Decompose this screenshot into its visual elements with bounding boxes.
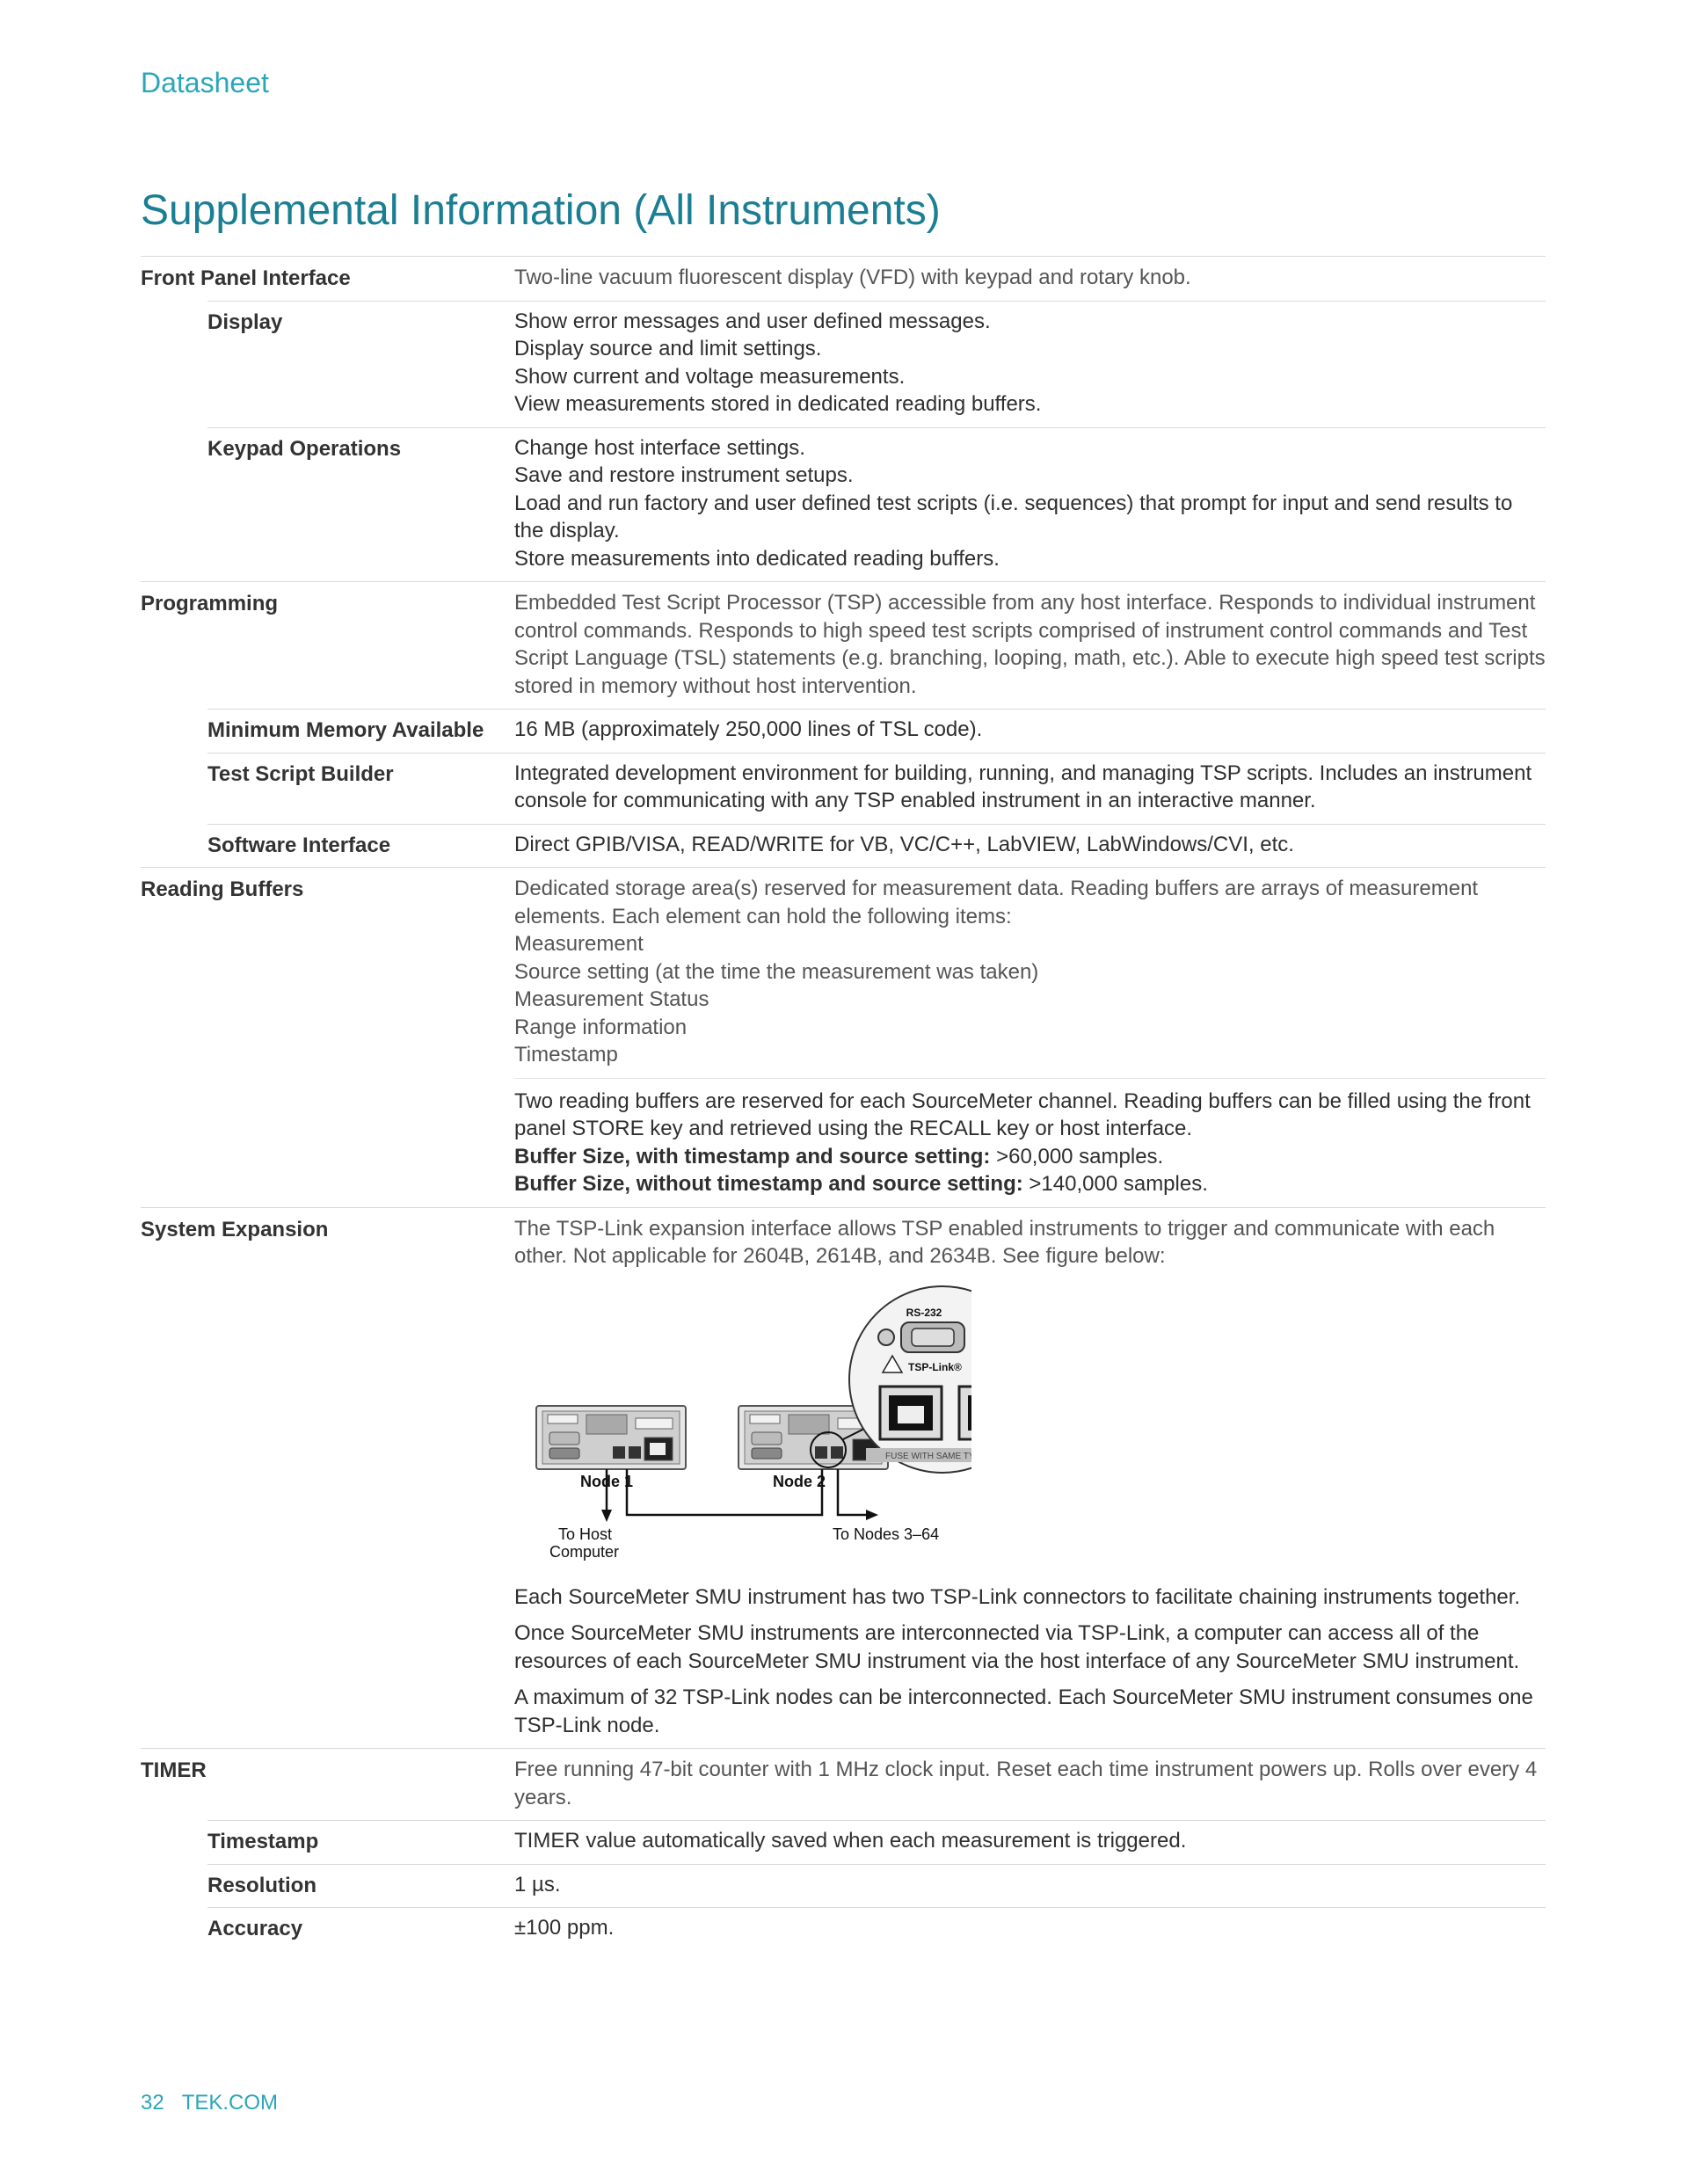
spec-label: TIMER: [141, 1758, 207, 1782]
header-label: Datasheet: [141, 67, 269, 98]
spec-row-reading-buffers: [141, 867, 1546, 1207]
page-title: Supplemental Information (All Instruments): [141, 187, 941, 234]
value-line: Store measurements into dedicated reading buffers.: [514, 546, 1000, 571]
spec-value: Direct GPIB/VISA, READ/WRITE for VB, VC/C++, LabVIEW, LabWindows/CVI, etc.: [514, 832, 1294, 856]
spec-value: ±100 ppm.: [514, 1916, 615, 1940]
value-line: Load and run factory and user defined test scripts (i.e. sequences) that prompt for input and send results to the display.: [514, 491, 1513, 542]
value-line: A maximum of 32 TSP-Link nodes can be interconnected. Each SourceMeter SMU instrument consumes one TSP-Link node.: [514, 1685, 1533, 1737]
value-line: Show current and voltage measurements.: [514, 364, 906, 389]
spec-table: [141, 256, 1546, 1951]
to-host-label: To Host: [558, 1525, 613, 1543]
spec-label: Programming: [141, 592, 279, 615]
spec-label: Test Script Builder: [207, 761, 394, 786]
list-item: Source setting (at the time the measurement was taken): [514, 959, 1039, 984]
node-1-instrument: [536, 1406, 686, 1469]
value-line: View measurements stored in dedicated reading buffers.: [514, 392, 1042, 416]
spec-label: Display: [207, 309, 283, 334]
value-line: Display source and limit settings.: [514, 337, 822, 360]
spec-label: Software Interface: [207, 833, 391, 857]
spec-value: Two-line vacuum fluorescent display (VFD) with keypad and rotary knob.: [514, 266, 1191, 289]
spec-row-software-interface: [141, 824, 1546, 868]
spec-label: Accuracy: [207, 1917, 303, 1940]
buffer-size-line: [514, 1143, 1546, 1171]
value-line: Change host interface settings.: [514, 435, 805, 460]
tsplink-label: TSP-Link®: [908, 1360, 962, 1373]
spec-label: Reading Buffers: [141, 877, 304, 901]
spec-label: Minimum Memory Available: [207, 718, 484, 742]
tsp-link-figure: [514, 1283, 971, 1573]
value-line: Save and restore instrument setups.: [514, 463, 854, 487]
value-line: Dedicated storage area(s) reserved for measurement data. Reading buffers are arrays of measurement elements. Each element can hold the following items:: [514, 877, 1479, 928]
spec-row-accuracy: [141, 1907, 1546, 1951]
buffer-size-value: >140,000 samples.: [1022, 1172, 1208, 1196]
spec-label: Timestamp: [207, 1830, 319, 1853]
spec-value: Embedded Test Script Processor (TSP) accessible from any host interface. Responds to individual instrument control commands. Responds to high speed test scripts comprised of instrument control commands and Test Script Language (TSL) statements (e.g. branching, looping, math, etc.). Able to execute high speed test scripts stored in memory without host intervention.: [514, 591, 1546, 698]
spec-row-system-expansion: [141, 1207, 1546, 1749]
spec-row-timestamp: [141, 1820, 1546, 1864]
spec-row-front-panel: [141, 256, 1546, 301]
page-footer: [141, 2091, 295, 2115]
spec-row-timer: [141, 1748, 1546, 1820]
rs232-label: RS-232: [906, 1306, 942, 1319]
spec-value: [514, 1215, 1546, 1740]
buffer-size-label: Buffer Size, without timestamp and source setting:: [514, 1172, 1023, 1196]
spec-row-programming: [141, 581, 1546, 709]
divider: [514, 1078, 1546, 1079]
spec-value: TIMER value automatically saved when each measurement is triggered.: [514, 1829, 1187, 1853]
footer-site-link[interactable]: TEK.COM: [181, 2091, 279, 2115]
spec-value: Free running 47-bit counter with 1 MHz clock input. Reset each time instrument powers up. Rolls over every 4 years.: [514, 1758, 1538, 1809]
value-line: Show error messages and user defined messages.: [514, 309, 991, 333]
list-item: Measurement Status: [514, 987, 709, 1011]
list-item: Measurement: [514, 932, 644, 956]
node-2-label: Node 2: [773, 1472, 826, 1490]
node-1-label: Node 1: [580, 1472, 634, 1490]
value-line: Each SourceMeter SMU instrument has two TSP-Link connectors to facilitate chaining instruments together.: [514, 1584, 1521, 1609]
value-line: Two reading buffers are reserved for each SourceMeter channel. Reading buffers can be filled using the front panel STORE key and retrieved using the RECALL key or host interface.: [514, 1088, 1531, 1140]
spec-row-resolution: [141, 1864, 1546, 1908]
spec-value: Integrated development environment for building, running, and managing TSP scripts. Includes an instrument console for communicating with any TSP enabled instrument in an interactive manner.: [514, 761, 1532, 812]
spec-row-test-script-builder: [141, 753, 1546, 824]
list-item: Range information: [514, 1015, 688, 1039]
computer-label: Computer: [549, 1542, 620, 1561]
fuse-label: FUSE WITH SAME TY: [885, 1451, 971, 1461]
spec-row-display: [141, 301, 1546, 427]
spec-value: [514, 875, 1546, 1198]
buffer-size-label: Buffer Size, with timestamp and source setting:: [514, 1144, 991, 1168]
spec-label: System Expansion: [141, 1217, 329, 1241]
list-item: Timestamp: [514, 1043, 618, 1067]
spec-value: [514, 308, 1546, 419]
spec-value: 1 µs.: [514, 1872, 561, 1896]
spec-label: Front Panel Interface: [141, 266, 351, 290]
buffer-size-line: [514, 1170, 1546, 1198]
spec-value: [514, 434, 1546, 573]
page-number: 32: [141, 2091, 164, 2115]
buffer-size-value: >60,000 samples.: [990, 1144, 1164, 1168]
tsp-link-diagram: [514, 1283, 971, 1573]
to-nodes-label: To Nodes 3–64: [833, 1525, 940, 1543]
spec-row-min-memory: [141, 709, 1546, 753]
spec-label: Resolution: [207, 1873, 316, 1897]
spec-label: Keypad Operations: [207, 436, 402, 461]
value-line: Once SourceMeter SMU instruments are interconnected via TSP-Link, a computer can access all of the resources of each SourceMeter SMU instrument via the host interface of any SourceMeter SMU instrument.: [514, 1621, 1520, 1673]
spec-row-keypad: [141, 427, 1546, 582]
spec-value: 16 MB (approximately 250,000 lines of TSL code).: [514, 717, 983, 741]
value-line: The TSP-Link expansion interface allows TSP enabled instruments to trigger and communicate with each other. Not applicable for 2604B, 2614B, and 2634B. See figure below:: [514, 1216, 1495, 1268]
